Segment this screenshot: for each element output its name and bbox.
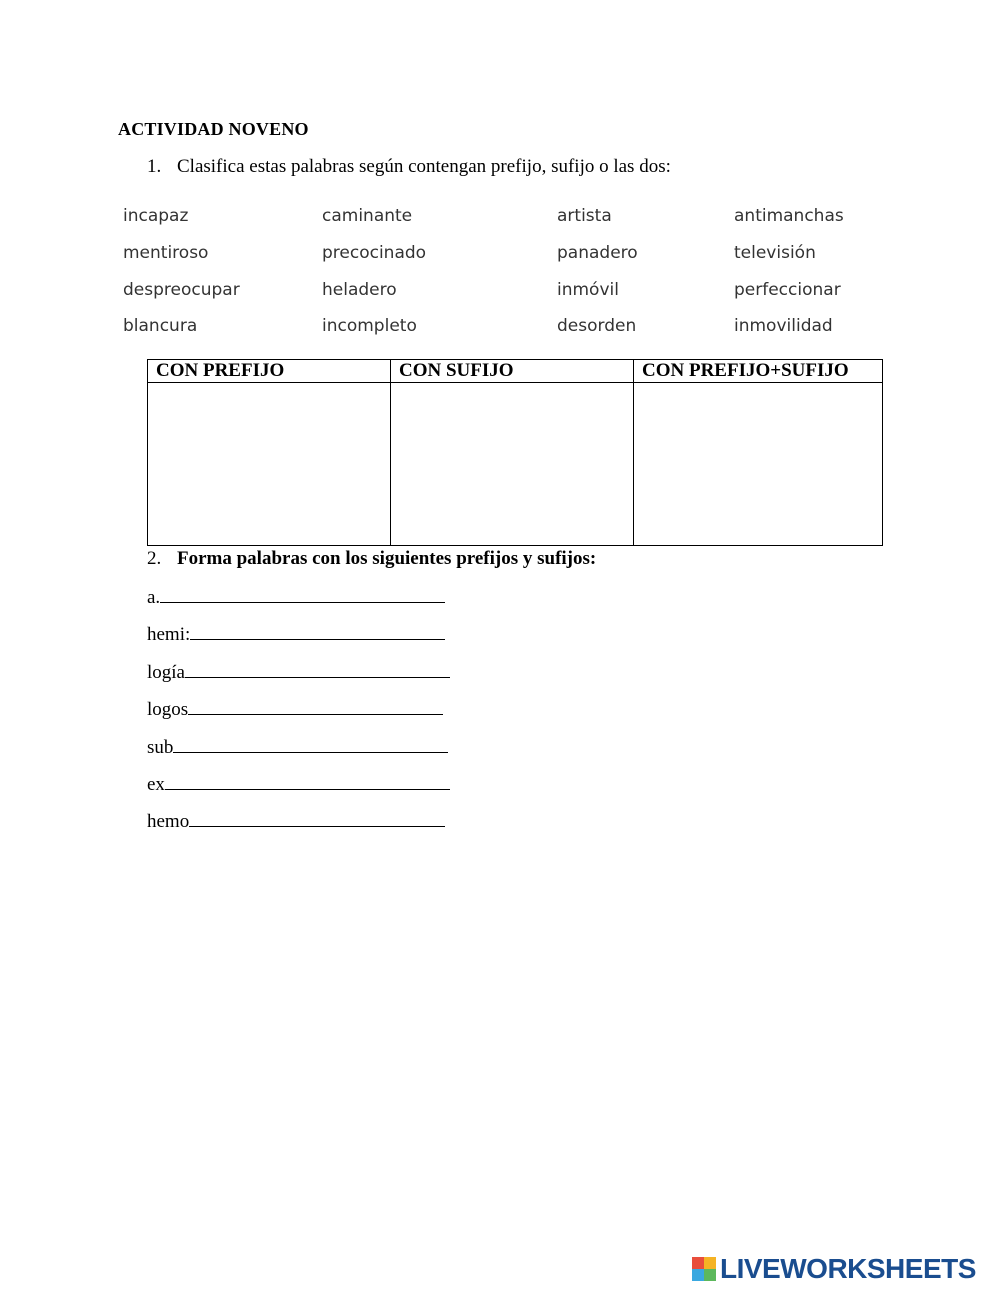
- word-item: incompleto: [322, 316, 417, 336]
- header-con-prefijo-sufijo: CON PREFIJO+SUFIJO: [634, 360, 883, 383]
- fill-item-hemi: [147, 623, 445, 646]
- word-item: mentiroso: [123, 243, 209, 263]
- question-1-text: Clasifica estas palabras según contengan prefijo, sufijo o las dos:: [177, 156, 671, 177]
- word-item: inmóvil: [557, 280, 619, 300]
- word-item: incapaz: [123, 206, 189, 226]
- classification-table: [147, 359, 883, 546]
- question-1: [147, 156, 671, 178]
- liveworksheets-logo[interactable]: [692, 1254, 976, 1284]
- word-item: desorden: [557, 316, 637, 336]
- fill-label: logía: [147, 662, 185, 683]
- word-item: televisión: [734, 243, 816, 263]
- logo-text: LIVEWORKSHEETS: [720, 1253, 976, 1284]
- word-item: perfeccionar: [734, 280, 841, 300]
- fill-label: hemo: [147, 811, 190, 832]
- fill-label: sub: [147, 737, 174, 758]
- fill-label: a.: [147, 587, 161, 608]
- word-item: precocinado: [322, 243, 427, 263]
- liveworksheets-logo-icon: [692, 1257, 716, 1281]
- word-item: inmovilidad: [734, 316, 833, 336]
- word-item: antimanchas: [734, 206, 844, 226]
- fill-blank[interactable]: [160, 586, 445, 603]
- word-item: panadero: [557, 243, 638, 263]
- word-item: heladero: [322, 280, 397, 300]
- answer-cell-sufijo[interactable]: [391, 383, 634, 546]
- fill-item-sub: [147, 736, 448, 759]
- fill-blank[interactable]: [173, 736, 448, 753]
- question-2-number: 2.: [147, 548, 162, 569]
- fill-item-ex: [147, 773, 450, 796]
- fill-item-a: [147, 586, 445, 609]
- page-title: ACTIVIDAD NOVENO: [118, 119, 309, 139]
- fill-item-logia: [147, 661, 450, 684]
- word-item: artista: [557, 206, 612, 226]
- fill-blank[interactable]: [190, 623, 445, 640]
- fill-blank[interactable]: [188, 698, 443, 715]
- header-con-prefijo: CON PREFIJO: [148, 360, 391, 383]
- fill-blank[interactable]: [165, 773, 450, 790]
- answer-cell-prefijo-sufijo[interactable]: [634, 383, 883, 546]
- word-item: blancura: [123, 316, 198, 336]
- word-item: caminante: [322, 206, 413, 226]
- question-2-text: Forma palabras con los siguientes prefijos y sufijos:: [177, 548, 597, 569]
- fill-item-hemo: [147, 810, 445, 833]
- answer-cell-prefijo[interactable]: [148, 383, 391, 546]
- question-1-number: 1.: [147, 156, 162, 177]
- fill-item-logos: [147, 698, 443, 721]
- fill-label: logos: [147, 699, 189, 720]
- fill-blank[interactable]: [185, 661, 450, 678]
- word-item: despreocupar: [123, 280, 240, 300]
- fill-label: ex: [147, 774, 165, 795]
- header-con-sufijo: CON SUFIJO: [391, 360, 634, 383]
- question-2: [147, 548, 596, 570]
- fill-label: hemi:: [147, 624, 191, 645]
- fill-blank[interactable]: [189, 810, 445, 827]
